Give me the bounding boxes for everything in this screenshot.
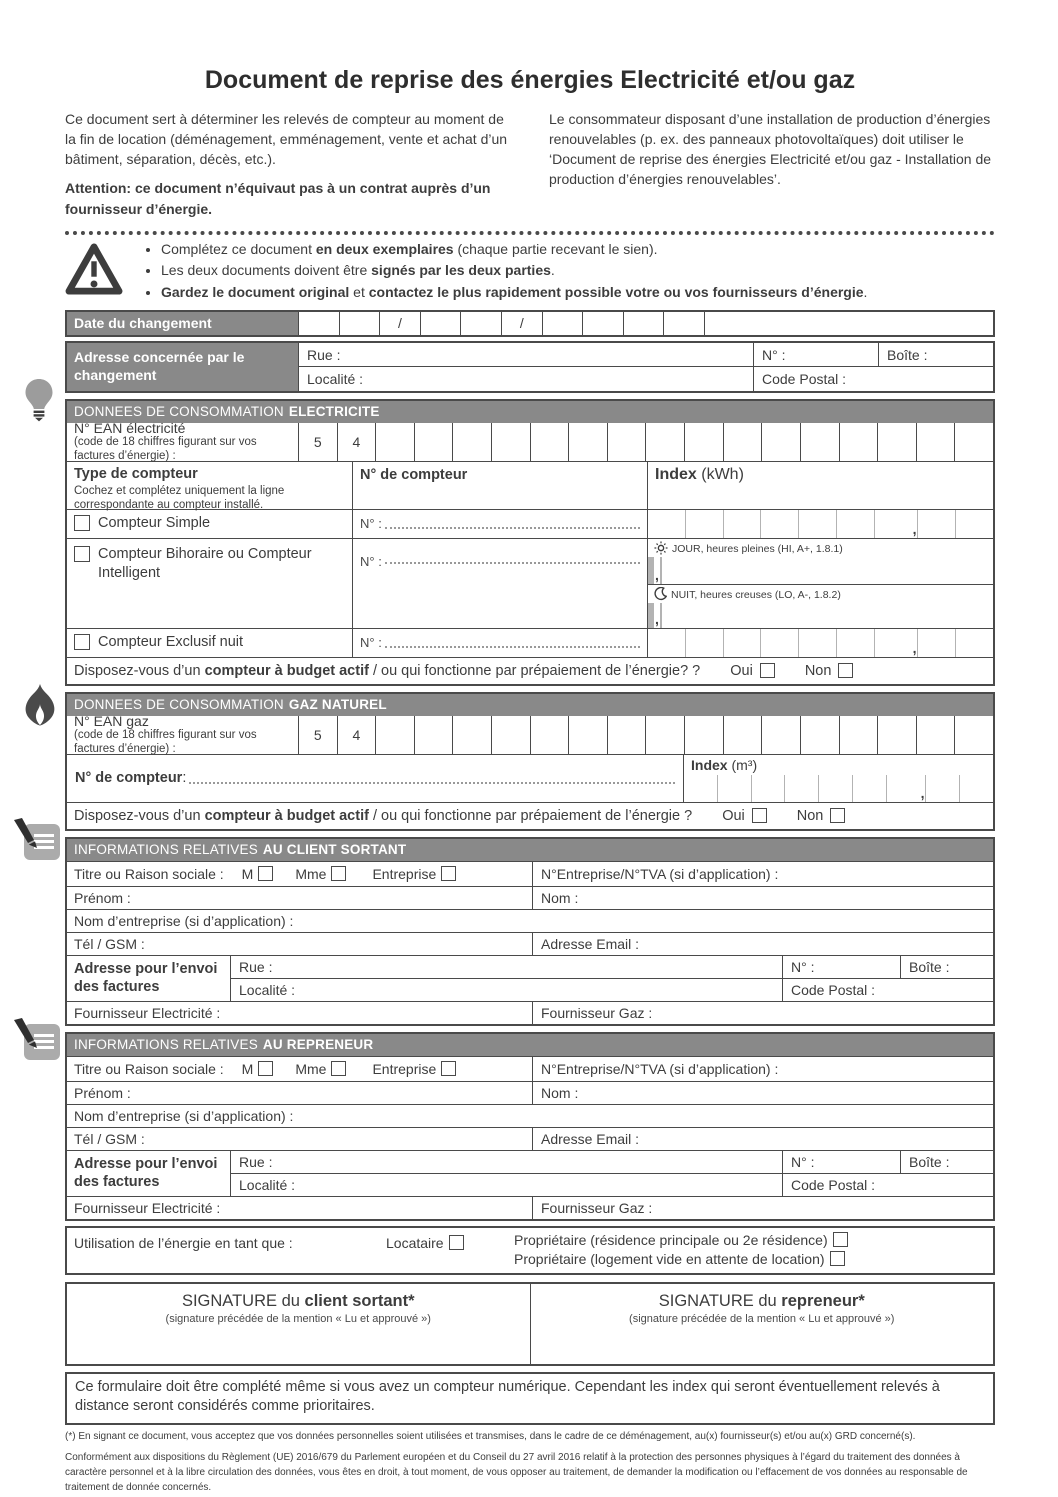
index-digit-cell[interactable] (886, 775, 920, 802)
checkbox-mme-repreneur[interactable] (331, 1061, 346, 1076)
ean-digit-cell[interactable]: 4 (337, 716, 376, 754)
date-empty-area (704, 312, 993, 335)
ean-digit-cell[interactable] (491, 716, 530, 754)
electricity-ean-label: N° EAN électricité (code de 18 chiffres figurant sur vos factures d’énergie) : (74, 419, 257, 463)
index-digit-cell[interactable] (818, 775, 852, 802)
night-index-label: NUIT, heures creuses (LO, A-, 1.8.2) (671, 589, 841, 602)
signature-area-repreneur[interactable]: SIGNATURE du repreneur* (signature précédée de la mention « Lu et approuvé ») (530, 1284, 994, 1364)
checkbox-compteur-exclusif-nuit[interactable] (74, 634, 90, 650)
signature-footnote: (*) En signant ce document, vous acceptez que vos données personnelles soient utilisées et transmises, dans le cadre de ce déménagement, au(x) fournisseur(s) et/ou au(x) GRD concerné(s). (65, 1430, 916, 1442)
ean-digit-cell[interactable] (954, 716, 993, 754)
box-field[interactable]: Boîte : (878, 343, 993, 367)
repreneur-name-row (67, 1081, 993, 1104)
ean-digit-cell[interactable] (645, 716, 684, 754)
date-month-cell[interactable] (460, 312, 501, 335)
signature-mention-note: (signature précédée de la mention « Lu et approuvé ») (629, 1312, 895, 1325)
checkbox-proprietaire-vide[interactable] (830, 1251, 845, 1266)
fournisseur-electricite-field[interactable]: Fournisseur Electricité : (74, 1004, 221, 1021)
index-digit-cell[interactable] (798, 629, 836, 657)
nom-entreprise-field[interactable]: Nom d’entreprise (si d’application) : (74, 1107, 294, 1124)
repreneur-supplier-row (67, 1196, 993, 1219)
gas-section (65, 692, 995, 831)
gas-meter-row (67, 754, 993, 802)
city-field[interactable]: Localité : (239, 1176, 296, 1193)
gas-index-area: Index (m³) , (683, 755, 993, 802)
lightbulb-icon (24, 378, 54, 427)
moon-icon (654, 587, 667, 604)
ean-digit-cell[interactable]: 4 (337, 423, 376, 461)
digital-meter-note: Ce formulaire doit être complété même si vous avez un compteur numérique. Cependant les index qui seront éventuellement relevés à distance seront considérés comme prioritaires. (65, 1372, 995, 1425)
ean-digit-cell[interactable] (839, 716, 878, 754)
oui-label: Oui (722, 807, 745, 824)
ean-digit-cell[interactable] (452, 716, 491, 754)
gas-ean-label: N° EAN gaz (code de 18 chiffres figurant sur vos factures d’énergie) : (74, 712, 257, 756)
index-header: Index (655, 465, 697, 483)
date-year-cell[interactable] (623, 312, 664, 335)
index-digit-cell[interactable] (852, 775, 886, 802)
number-field[interactable]: N° : (782, 1151, 900, 1173)
write-in-line[interactable] (385, 554, 640, 564)
ean-digit-cell[interactable] (375, 716, 414, 754)
intro-attention-text: Attention: ce document n’équivaut pas à un contrat auprès d’un fournisseur d’énergie. (65, 180, 491, 217)
checkbox-locataire[interactable] (449, 1235, 464, 1250)
index-digit-cell[interactable] (874, 629, 912, 657)
write-in-line[interactable] (385, 519, 640, 529)
checkbox-proprietaire-residence[interactable] (833, 1232, 848, 1247)
intro-section (65, 109, 995, 219)
index-day-subrow (648, 539, 993, 584)
meter-number-line[interactable]: N° : (360, 539, 640, 628)
decimal-comma: , (920, 784, 925, 801)
compteur-bihoraire-label: Compteur Bihoraire ou Compteur Intelligent (98, 545, 312, 581)
street-field[interactable]: Rue : (239, 1153, 273, 1170)
postal-code-field[interactable]: Code Postal : (753, 367, 993, 391)
index-digit-cell[interactable] (661, 557, 662, 584)
address-block (65, 341, 995, 393)
gas-index-header: Index (691, 756, 728, 773)
meter-number-line[interactable]: N° : (360, 510, 640, 538)
nom-field[interactable]: Nom : (532, 1082, 993, 1104)
warning-bullet-list (141, 239, 867, 304)
checkbox-entreprise-sortant[interactable] (441, 866, 456, 881)
ean-digit-cell[interactable] (568, 423, 607, 461)
index-digit-cell[interactable] (925, 775, 959, 802)
locataire-label: Locataire (386, 1234, 444, 1251)
invoice-address-label: Adresse pour l’envoi des factures (74, 960, 218, 996)
electricity-section (65, 399, 995, 686)
meter-number-line[interactable]: N° : (360, 629, 640, 657)
gas-ean-cells (298, 716, 993, 754)
index-digit-cell[interactable] (648, 629, 685, 657)
ean-digit-cell[interactable]: 5 (298, 716, 337, 754)
index-digit-cell[interactable] (836, 629, 874, 657)
ean-digit-cell[interactable] (375, 423, 414, 461)
ean-digit-cell[interactable] (530, 716, 569, 754)
index-cells-exclusif (648, 629, 993, 657)
ean-digit-cell[interactable] (800, 716, 839, 754)
sortant-supplier-row (67, 1001, 993, 1024)
sun-icon (654, 541, 668, 558)
ean-digit-cell[interactable] (414, 423, 453, 461)
index-digit-cell[interactable] (661, 603, 662, 628)
meter-row-simple (67, 509, 993, 538)
repreneur-title-row (67, 1056, 993, 1081)
postal-code-field[interactable]: Code Postal : (782, 979, 993, 1001)
decimal-comma: , (655, 566, 659, 583)
ean-digit-cell[interactable] (761, 423, 800, 461)
signature-mention-note: (signature précédée de la mention « Lu et approuvé ») (165, 1312, 431, 1325)
proprietaire-2-label: Propriétaire (logement vide en attente de location) (514, 1250, 825, 1267)
mme-label: Mme (295, 865, 327, 882)
meter-row-bihoraire (67, 538, 993, 628)
fournisseur-gaz-field[interactable]: Fournisseur Gaz : (532, 1002, 993, 1024)
ean-digit-cell[interactable] (568, 716, 607, 754)
usage-label: Utilisation de l’énergie en tant que : (74, 1234, 293, 1251)
decimal-comma: , (912, 520, 917, 537)
nom-entreprise-field[interactable]: Nom d’entreprise (si d’application) : (74, 912, 294, 929)
date-day-cell[interactable] (339, 312, 380, 335)
number-field[interactable]: N° : (753, 343, 878, 367)
number-field[interactable]: N° : (782, 956, 900, 978)
compteur-simple-label: Compteur Simple (98, 514, 211, 531)
index-digit-cell[interactable] (917, 629, 955, 657)
checkbox-oui-electricite[interactable] (760, 663, 775, 678)
sortant-title-row (67, 861, 993, 886)
street-field[interactable]: Rue : (307, 346, 341, 363)
gas-budget-question: Disposez-vous d’un compteur à budget actif / ou qui fonctionne par prépaiement de l’énergie ? Oui Non (67, 802, 993, 829)
signature-area-sortant[interactable]: SIGNATURE du client sortant* (signature précédée de la mention « Lu et approuvé ») (67, 1284, 530, 1364)
energy-usage-row (65, 1226, 995, 1275)
index-digit-cell[interactable] (836, 510, 874, 538)
meter-type-header: Type de compteur (74, 465, 198, 482)
index-digit-cell[interactable] (717, 775, 751, 802)
m-label: M (241, 865, 254, 882)
electricity-section-header: DONNEES DE CONSOMMATION ELECTRICITE (67, 401, 993, 423)
electricity-ean-cells (298, 423, 993, 461)
pen-document-icon (12, 818, 62, 869)
index-digit-cell[interactable] (959, 775, 993, 802)
box-field[interactable]: Boîte : (900, 1151, 993, 1173)
ean-digit-cell[interactable] (761, 716, 800, 754)
date-label: Date du changement (67, 312, 298, 335)
repreneur-invoice-address (67, 1150, 993, 1196)
warning-bullet-2: • Les deux documents doivent être signés par les deux parties. (161, 260, 867, 282)
prenom-field[interactable]: Prénom : (74, 1084, 131, 1101)
warning-triangle-icon (65, 242, 123, 301)
ean-digit-cell[interactable] (877, 423, 916, 461)
ean-digit-cell[interactable] (723, 716, 762, 754)
compteur-exclusif-label: Compteur Exclusif nuit (98, 633, 244, 650)
index-digit-cell[interactable] (798, 510, 836, 538)
flame-icon (21, 684, 59, 731)
ean-digit-cell[interactable] (530, 423, 569, 461)
ean-digit-cell[interactable]: 5 (298, 423, 337, 461)
intro-left-text: Ce document sert à déterminer les relevés de compteur au moment de la fin de location (déménagement, emménagement, vente et achat d’un bâtiment, séparation, décès, etc.). (65, 111, 508, 168)
decimal-comma: , (655, 610, 659, 627)
tel-field[interactable]: Tél / GSM : (74, 1130, 145, 1147)
index-digit-cell[interactable] (760, 629, 798, 657)
ean-digit-cell[interactable] (723, 423, 762, 461)
address-label: Adresse concernée par le changement (67, 343, 298, 391)
index-cells-day (648, 557, 662, 584)
ean-digit-cell[interactable] (684, 423, 723, 461)
checkbox-non-gaz[interactable] (830, 808, 845, 823)
meter-row-exclusif-nuit (67, 628, 993, 657)
write-in-line[interactable] (385, 638, 640, 648)
signature-block (65, 1282, 995, 1366)
ean-digit-cell[interactable] (491, 423, 530, 461)
index-digit-cell[interactable] (648, 510, 685, 538)
ean-digit-cell[interactable] (607, 716, 646, 754)
checkbox-compteur-simple[interactable] (74, 515, 90, 531)
gas-section-header: DONNEES DE CONSOMMATION GAZ NATUREL (67, 694, 993, 716)
meter-table-header: Type de compteur Cochez et complétez uniquement la ligne correspondante au compteur installé. N° de compteur Index (kWh) (67, 461, 993, 509)
ean-digit-cell[interactable] (954, 423, 993, 461)
non-label: Non (804, 662, 832, 679)
intro-right-column (549, 109, 995, 219)
meter-number-header: N° de compteur (360, 466, 468, 483)
index-cells-night (648, 603, 662, 628)
box-field[interactable]: Boîte : (900, 956, 993, 978)
mme-label: Mme (295, 1060, 327, 1077)
index-cells-gas (684, 775, 993, 802)
date-year-cell[interactable] (663, 312, 704, 335)
ean-digit-cell[interactable] (877, 716, 916, 754)
day-index-label: JOUR, heures pleines (HI, A+, 1.8.1) (672, 543, 843, 556)
sortant-contact-row (67, 932, 993, 955)
meter-type-note: Cochez et complétez uniquement la ligne correspondante au compteur installé. (74, 484, 285, 512)
index-digit-cell[interactable] (874, 510, 912, 538)
client-sortant-header: INFORMATIONS RELATIVES AU CLIENT SORTANT (67, 839, 993, 861)
tva-field[interactable]: N°Entreprise/N°TVA (si d’application) : (532, 862, 993, 886)
fournisseur-electricite-field[interactable]: Fournisseur Electricité : (74, 1199, 221, 1216)
sortant-name-row (67, 886, 993, 909)
electricity-ean-row (67, 419, 993, 463)
proprietaire-1-label: Propriétaire (résidence principale ou 2e résidence) (514, 1231, 828, 1248)
index-digit-cell[interactable] (784, 775, 818, 802)
ean-digit-cell[interactable] (684, 716, 723, 754)
write-in-line[interactable] (189, 773, 675, 785)
ean-digit-cell[interactable] (916, 423, 955, 461)
ean-digit-cell[interactable] (414, 716, 453, 754)
checkbox-non-electricite[interactable] (838, 663, 853, 678)
date-month-cell[interactable] (420, 312, 461, 335)
index-digit-cell[interactable] (760, 510, 798, 538)
client-sortant-section (65, 837, 995, 1026)
titre-label: Titre ou Raison sociale : (74, 865, 224, 882)
gas-meter-number-line[interactable]: N° de compteur : (67, 755, 683, 802)
intro-left-column (65, 109, 511, 219)
date-year-cell[interactable] (582, 312, 623, 335)
page-title: Document de reprise des énergies Electricité et/ou gaz (204, 66, 856, 94)
warning-section (65, 239, 995, 304)
m-label: M (241, 1060, 254, 1077)
date-row (65, 310, 995, 337)
non-label: Non (796, 807, 824, 824)
street-field[interactable]: Rue : (239, 958, 273, 975)
email-field[interactable]: Adresse Email : (532, 933, 993, 955)
ean-digit-cell[interactable] (916, 716, 955, 754)
ean-digit-cell[interactable] (839, 423, 878, 461)
index-digit-cell[interactable] (723, 510, 761, 538)
entreprise-label: Entreprise (372, 1060, 437, 1077)
ean-digit-cell[interactable] (452, 423, 491, 461)
index-digit-cell[interactable] (723, 629, 761, 657)
postal-code-field[interactable]: Code Postal : (782, 1174, 993, 1196)
repreneur-company-row (67, 1104, 993, 1127)
titre-label: Titre ou Raison sociale : (74, 1060, 224, 1077)
index-digit-cell[interactable] (917, 510, 955, 538)
date-year-cell[interactable] (542, 312, 583, 335)
electricity-budget-question: Disposez-vous d’un compteur à budget actif / ou qui fonctionne par prépaiement de l’énergie? ? Oui Non (67, 657, 993, 684)
ean-digit-cell[interactable] (645, 423, 684, 461)
checkbox-m-sortant[interactable] (258, 866, 273, 881)
index-digit-cell[interactable] (685, 629, 723, 657)
invoice-address-label: Adresse pour l’envoi des factures (74, 1155, 218, 1191)
index-cells-simple (648, 510, 993, 538)
oui-label: Oui (730, 662, 753, 679)
repreneur-header: INFORMATIONS RELATIVES AU REPRENEUR (67, 1034, 993, 1056)
dotted-separator (65, 231, 995, 235)
intro-right-text: Le consommateur disposant d’une installation de production d’énergies renouvelables (p. ex. des panneaux photovoltaïques) doit utiliser le ‘Document de reprise des énergies Electricité et/ou gaz - Installation de production d’énergies renouvelables’. (549, 111, 992, 188)
warning-bullet-1: • Complétez ce document en deux exemplaires (chaque partie recevant le sien). (161, 239, 867, 261)
repreneur-contact-row (67, 1127, 993, 1150)
index-digit-cell[interactable] (685, 510, 723, 538)
index-digit-cell[interactable] (955, 510, 993, 538)
nom-field[interactable]: Nom : (532, 887, 993, 909)
date-slash: / (379, 312, 420, 335)
checkbox-oui-gaz[interactable] (752, 808, 767, 823)
gdpr-legal-text: Conformément aux dispositions du Règlement (UE) 2016/679 du Parlement européen et du Conseil du 27 avril 2016 relatif à la protection des personnes physiques à l’égard du traitement des données à caractère personnel et à la libre circulation des données, vous êtes en droit, à tout moment, de vous opposer au traitement, de demander la modification ou l’effacement de vos données au responsable de traitement de donnée concernés. (65, 1451, 968, 1493)
ean-digit-cell[interactable] (607, 423, 646, 461)
pen-document-icon (12, 1018, 62, 1069)
city-field[interactable]: Localité : (307, 371, 364, 388)
fournisseur-gaz-field[interactable]: Fournisseur Gaz : (532, 1197, 993, 1219)
tva-field[interactable]: N°Entreprise/N°TVA (si d’application) : (532, 1057, 993, 1081)
checkbox-mme-sortant[interactable] (331, 866, 346, 881)
decimal-comma: , (912, 639, 917, 656)
index-digit-cell[interactable] (955, 629, 993, 657)
city-field[interactable]: Localité : (239, 981, 296, 998)
gas-ean-row (67, 712, 993, 756)
prenom-field[interactable]: Prénom : (74, 889, 131, 906)
index-night-subrow (648, 584, 993, 628)
date-slash: / (501, 312, 542, 335)
repreneur-section (65, 1032, 995, 1221)
tel-field[interactable]: Tél / GSM : (74, 935, 145, 952)
date-day-cell[interactable] (298, 312, 339, 335)
email-field[interactable]: Adresse Email : (532, 1128, 993, 1150)
checkbox-compteur-bihoraire[interactable] (74, 546, 90, 562)
checkbox-entreprise-repreneur[interactable] (441, 1061, 456, 1076)
index-digit-cell[interactable] (751, 775, 785, 802)
checkbox-m-repreneur[interactable] (258, 1061, 273, 1076)
ean-digit-cell[interactable] (800, 423, 839, 461)
sortant-invoice-address (67, 955, 993, 1001)
sortant-company-row (67, 909, 993, 932)
index-digit-cell[interactable] (684, 775, 717, 802)
warning-bullet-3: • Gardez le document original et contactez le plus rapidement possible votre ou vos fournisseurs d’énergie. (161, 282, 867, 304)
entreprise-label: Entreprise (372, 865, 437, 882)
